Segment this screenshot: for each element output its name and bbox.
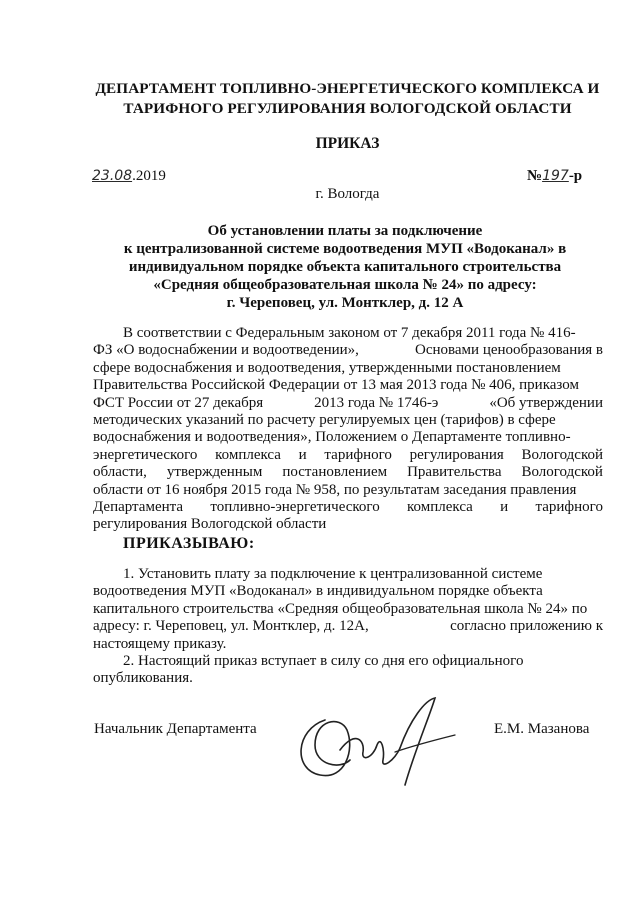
text-segment: тарифного — [324, 446, 392, 463]
preamble — [93, 325, 603, 534]
text-line — [93, 429, 603, 446]
order-word: ПРИКАЗЫВАЮ: — [123, 535, 255, 552]
text-line — [93, 482, 603, 499]
text-segment: области, — [93, 464, 147, 481]
document-type: ПРИКАЗ — [315, 135, 380, 152]
text-line — [93, 516, 603, 533]
subject-line: г. Череповец, ул. Монтклер, д. 12 А — [226, 295, 464, 311]
signatory-name: Е.М. Мазанова — [494, 721, 590, 737]
text-line — [93, 566, 603, 583]
text-segment: ФСТ России от 27 декабря — [93, 394, 264, 411]
text-line — [93, 636, 603, 653]
order-subject — [85, 222, 605, 312]
text-segment: капитального строительства «Средняя общеобразовательная школа № 24» по — [93, 600, 588, 617]
city: г. Вологда — [315, 186, 380, 202]
order-date — [92, 168, 166, 185]
text-segment: водоотведения МУП «Водоканал» в индивидуальном порядке объекта — [93, 583, 543, 600]
signatory-title: Начальник Департамента — [94, 721, 257, 737]
text-segment: утвержденным — [166, 464, 263, 481]
handwritten-signature — [285, 690, 465, 790]
text-segment: топливно-энергетического — [210, 499, 380, 516]
text-line — [93, 447, 603, 464]
text-segment: ФЗ «О водоснабжении и водоотведении», — [93, 342, 359, 359]
text-line — [93, 395, 603, 412]
text-segment: Правительства — [407, 464, 502, 481]
text-segment: тарифного — [535, 499, 603, 516]
text-line — [93, 412, 603, 429]
text-line — [93, 377, 603, 394]
number-suffix: -р — [568, 168, 583, 184]
text-segment: согласно приложению к — [450, 618, 603, 635]
subject-line: «Средняя общеобразовательная школа № 24» по адресу: — [153, 277, 537, 293]
order-number — [527, 168, 582, 185]
text-segment: Вологодской — [521, 446, 603, 463]
text-line — [93, 601, 603, 618]
department-line-2: ТАРИФНОГО РЕГУЛИРОВАНИЯ ВОЛОГОДСКОЙ ОБЛАСТИ — [123, 100, 572, 117]
text-segment: Правительства Российской Федерации от 13 мая 2013 года № 406, приказом — [93, 377, 579, 394]
text-segment: 1. Установить плату за подключение к централизованной системе — [123, 566, 543, 582]
printed-year: .2019 — [132, 168, 166, 184]
department-line-1: ДЕПАРТАМЕНТ ТОПЛИВНО-ЭНЕРГЕТИЧЕСКОГО КОМПЛЕКСА И — [95, 80, 600, 97]
text-segment: водоснабжения и водоотведения», Положением о Департаменте топливно- — [93, 429, 571, 446]
text-segment: Департамента — [93, 499, 184, 516]
handwritten-number: 197 — [542, 168, 569, 184]
text-segment: В соответствии с Федеральным законом от 7 декабря 2011 года № 416- — [123, 325, 576, 341]
text-segment: и — [298, 446, 307, 463]
text-segment: 2013 года № 1746-э — [314, 394, 439, 411]
text-line — [93, 583, 603, 600]
text-line — [93, 653, 603, 670]
text-line — [93, 618, 603, 635]
text-segment: регулирования Вологодской области — [93, 516, 327, 533]
subject-line: индивидуальном порядке объекта капитального строительства — [128, 259, 562, 275]
text-segment: Вологодской — [521, 464, 603, 481]
order-items — [93, 566, 603, 688]
text-line — [93, 325, 603, 342]
text-segment: комплекса — [407, 499, 473, 516]
department-header — [60, 79, 635, 119]
subject-line: Об установлении платы за подключение — [207, 223, 483, 239]
text-segment: адресу: г. Череповец, ул. Монтклер, д. 12А, — [93, 618, 369, 635]
text-segment: области от 16 ноября 2015 года № 958, по результатам заседания правления — [93, 481, 577, 498]
handwritten-date: 23.08 — [92, 168, 133, 184]
text-line — [93, 360, 603, 377]
text-segment: и — [500, 499, 509, 516]
text-segment: Основами ценообразования в — [415, 342, 603, 359]
text-segment: 2. Настоящий приказ вступает в силу со дня его официального — [123, 653, 524, 670]
text-segment: сфере водоснабжения и водоотведения, утвержденными постановлением — [93, 359, 561, 376]
text-segment: методических указаний по расчету регулируемых цен (тарифов) в сфере — [93, 412, 556, 429]
text-segment: постановлением — [282, 464, 388, 481]
text-segment: настоящему приказу. — [93, 635, 227, 652]
text-line — [93, 464, 603, 481]
text-line — [93, 342, 603, 359]
text-segment: регулирования — [409, 446, 504, 463]
text-line — [93, 499, 603, 516]
text-segment: комплекса — [215, 446, 281, 463]
text-segment: «Об утверждении — [489, 394, 603, 411]
subject-line: к централизованной системе водоотведения МУП «Водоканал» в — [123, 241, 567, 257]
number-prefix: № — [527, 168, 543, 184]
text-line — [93, 670, 603, 687]
text-segment: опубликования. — [93, 670, 193, 687]
text-segment: энергетического — [93, 446, 198, 463]
